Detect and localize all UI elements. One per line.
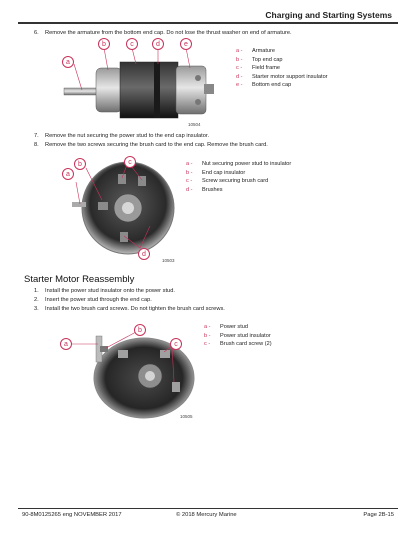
callout-c: c (124, 156, 136, 168)
legend-label: Screw securing brush card (202, 178, 269, 185)
reassembly-step-2 (34, 297, 152, 304)
legend-item (204, 340, 272, 349)
figure-number: 10505 (180, 414, 193, 419)
figure-number: 10503 (162, 258, 175, 263)
step-text: Remove the two screws securing the brush card to the end cap. Remove the brush card. (45, 142, 268, 148)
footer-rule (18, 508, 398, 509)
callout-d: d (152, 38, 164, 50)
legend-label: End cap insulator (202, 169, 246, 176)
step-8 (34, 142, 268, 149)
legend-label: Field frame (252, 65, 280, 72)
step-6 (34, 30, 292, 37)
footer-document-id: 90-8M0125265 eng NOVEMBER 2017 (22, 512, 122, 518)
legend-item (236, 47, 328, 56)
power-stud-illustration (56, 320, 202, 426)
reassembly-step-3 (34, 306, 225, 313)
step-text: Install the power stud insulator onto the power stud. (45, 288, 175, 294)
header-rule (18, 22, 398, 24)
callout-e: e (180, 38, 192, 50)
step-text: Install the two brush card screws. Do not tighten the brush card screws. (45, 306, 225, 312)
section-heading: Starter Motor Reassembly (24, 274, 135, 285)
footer-copyright: © 2018 Mercury Marine (176, 512, 237, 518)
footer-page-number: Page 2B-15 (363, 512, 394, 518)
step-number: 3. (34, 306, 39, 312)
legend-item (186, 160, 291, 169)
figure-starter-motor-armature (56, 38, 226, 130)
figure-power-stud-install (56, 320, 202, 426)
legend-label: Power stud insulator (220, 332, 271, 339)
legend-letter: a - (186, 161, 193, 167)
step-number: 2. (34, 297, 39, 303)
legend-letter: c - (186, 178, 193, 185)
end-cap-illustration (58, 156, 182, 266)
legend-letter: b - (186, 169, 193, 176)
legend-label: Armature (252, 48, 276, 54)
figure-3-legend (204, 323, 272, 349)
legend-label: Top end cap (252, 56, 283, 63)
legend-label: Bottom end cap (252, 82, 292, 89)
legend-item (204, 323, 272, 332)
page-header-title: Charging and Starting Systems (265, 10, 392, 20)
legend-letter: b - (204, 332, 211, 339)
starter-motor-illustration (56, 38, 226, 130)
legend-label: Brush card screw (2) (220, 341, 272, 348)
legend-item (236, 81, 328, 90)
callout-a: a (62, 56, 74, 68)
legend-letter: b - (236, 56, 243, 63)
legend-letter: e - (236, 82, 243, 89)
legend-label: Nut securing power stud to insulator (202, 161, 292, 167)
legend-label: Starter motor support insulator (252, 73, 328, 80)
figure-1-legend (236, 47, 328, 90)
step-number: 6. (34, 30, 39, 36)
step-text: Remove the armature from the bottom end cap. Do not lose the thrust washer on end of armature. (45, 30, 292, 36)
callout-c: c (126, 38, 138, 50)
legend-letter: d - (236, 73, 243, 80)
step-number: 8. (34, 142, 39, 148)
figure-end-cap-brush-card (58, 156, 182, 266)
callout-b: b (74, 158, 86, 170)
legend-item (186, 186, 291, 195)
legend-letter: d - (186, 186, 193, 193)
legend-label: Brushes (202, 186, 223, 193)
legend-letter: a - (236, 48, 243, 54)
figure-number: 10504 (188, 122, 201, 127)
legend-letter: a - (204, 324, 211, 330)
step-text: Remove the nut securing the power stud to the end cap insulator. (45, 133, 210, 139)
callout-a: a (62, 168, 74, 180)
step-text: Insert the power stud through the end cap. (45, 297, 152, 303)
callout-b: b (134, 324, 146, 336)
legend-item (204, 332, 272, 341)
legend-label: Power stud (220, 324, 248, 330)
step-number: 7. (34, 133, 39, 139)
legend-item (236, 64, 328, 73)
legend-item (186, 169, 291, 178)
callout-d: d (138, 248, 150, 260)
callout-b: b (98, 38, 110, 50)
legend-item (236, 73, 328, 82)
reassembly-step-1 (34, 288, 175, 295)
legend-letter: c - (236, 65, 243, 72)
legend-letter: c - (204, 341, 211, 348)
callout-c: c (170, 338, 182, 350)
figure-2-legend (186, 160, 291, 194)
legend-item (186, 177, 291, 186)
step-7 (34, 133, 209, 140)
legend-item (236, 56, 328, 65)
step-number: 1. (34, 288, 39, 294)
callout-a: a (60, 338, 72, 350)
